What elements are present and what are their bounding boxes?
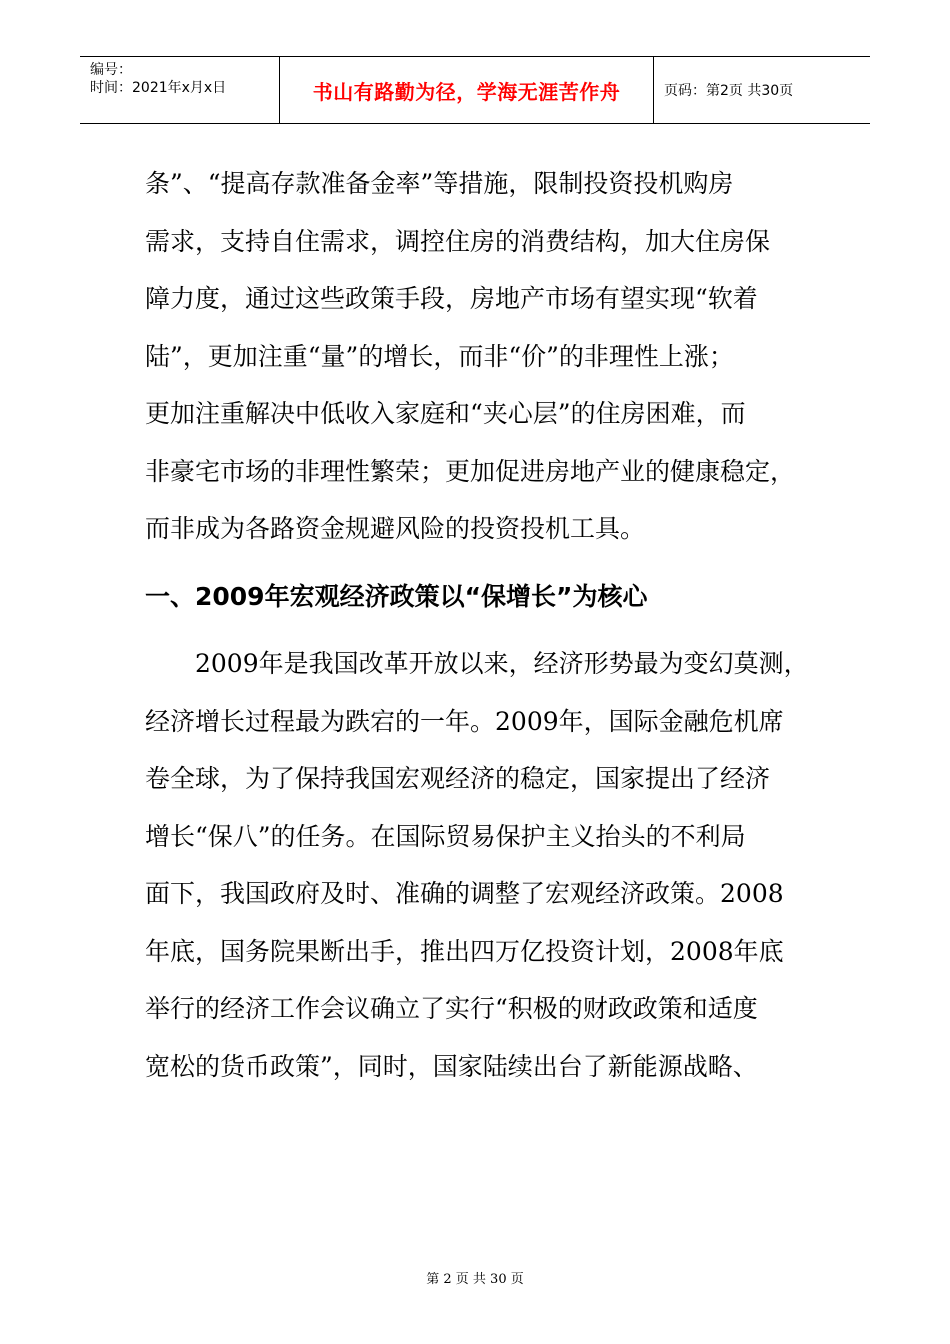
paragraph-line: 面下，我国政府及时、准确的调整了宏观经济政策。2008 bbox=[145, 879, 784, 908]
paragraph-2 bbox=[145, 635, 810, 1095]
paragraph-line: 障力度，通过这些政策手段，房地产市场有望实现“软着 bbox=[145, 284, 758, 313]
document-header bbox=[80, 56, 870, 124]
header-meta-cell bbox=[80, 57, 280, 123]
header-motto: 书山有路勤为径，学海无涯苦作舟 bbox=[312, 79, 621, 104]
paragraph-line: 2009年是我国改革开放以来，经济形势最为变幻莫测， bbox=[195, 649, 809, 678]
header-page-info: 页码：第2页 共30页 bbox=[664, 83, 794, 99]
document-body bbox=[145, 155, 810, 1095]
section-heading: 一、2009年宏观经济政策以“保增长”为核心 bbox=[145, 581, 648, 611]
page-footer bbox=[0, 1268, 950, 1287]
paragraph-line: 宽松的货币政策”，同时，国家陆续出台了新能源战略、 bbox=[145, 1051, 758, 1081]
paragraph-line: 条”、“提高存款准备金率”等措施，限制投资投机购房 bbox=[145, 169, 734, 198]
header-motto-cell bbox=[280, 57, 654, 123]
paragraph-line: 卷全球，为了保持我国宏观经济的稳定，国家提出了经济 bbox=[145, 764, 771, 793]
paragraph-1 bbox=[145, 155, 810, 558]
paragraph-line: 举行的经济工作会议确立了实行“积极的财政政策和适度 bbox=[145, 994, 758, 1023]
paragraph-line: 经济增长过程最为跌宕的一年。2009年，国际金融危机席 bbox=[145, 706, 784, 736]
paragraph-line: 年底，国务院果断出手，推出四万亿投资计划，2008年底 bbox=[145, 936, 784, 966]
date-label: 时间：2021年x月x日 bbox=[90, 80, 227, 96]
header-page-cell bbox=[654, 57, 870, 123]
paragraph-line: 增长“保八”的任务。在国际贸易保护主义抬头的不利局 bbox=[145, 821, 746, 851]
paragraph-line: 非豪宅市场的非理性繁荣；更加促进房地产业的健康稳定， bbox=[145, 456, 796, 486]
paragraph-line: 需求，支持自住需求，调控住房的消费结构，加大住房保 bbox=[145, 226, 771, 256]
number-label: 编号： bbox=[90, 62, 132, 78]
paragraph-line: 更加注重解决中低收入家庭和“夹心层”的住房困难，而 bbox=[145, 399, 746, 428]
paragraph-line: 而非成为各路资金规避风险的投资投机工具。 bbox=[145, 514, 646, 543]
paragraph-line: 陆”，更加注重“量”的增长，而非“价”的非理性上涨； bbox=[145, 341, 734, 371]
footer-page-number: 第 2 页 共 30 页 bbox=[426, 1272, 524, 1287]
